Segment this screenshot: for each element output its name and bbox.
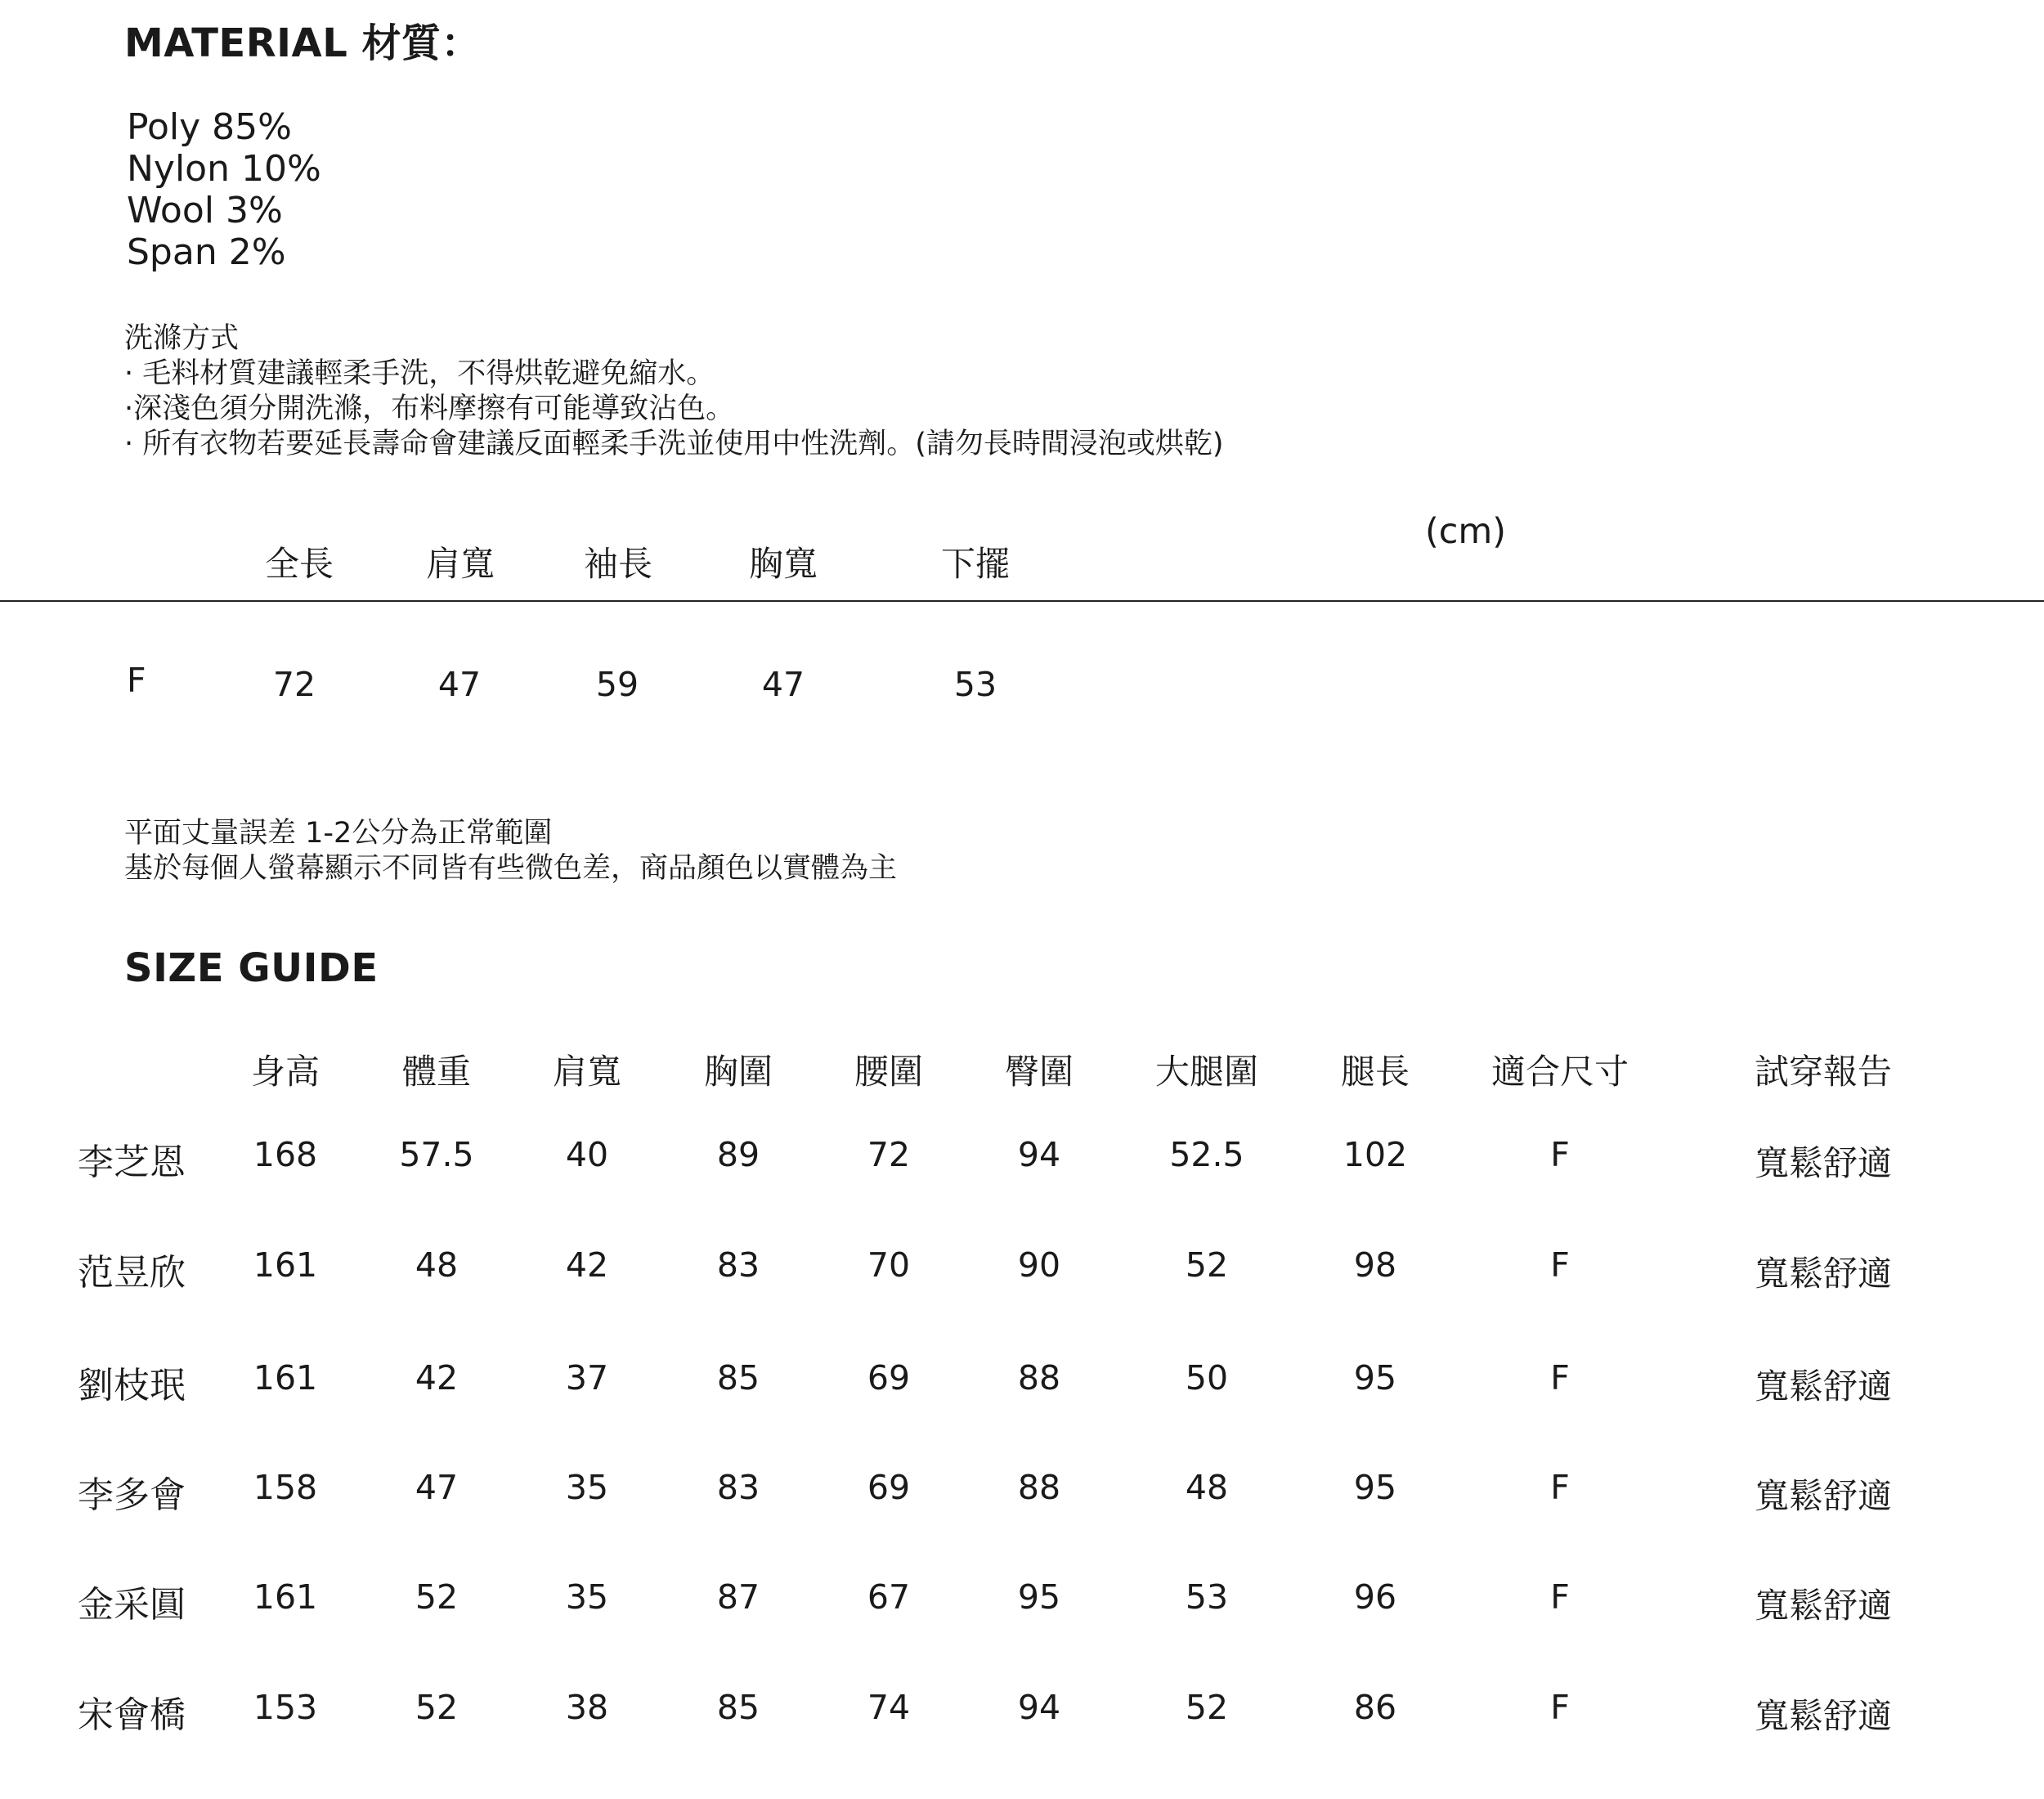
- guide-value: 88: [1017, 1358, 1061, 1397]
- table-divider: [0, 600, 2044, 602]
- guide-value: 70: [867, 1245, 911, 1285]
- guide-value: 38: [565, 1688, 609, 1727]
- material-item: Span 2%: [127, 231, 286, 273]
- measure-header: 胸寬: [748, 544, 818, 584]
- guide-value: 98: [1353, 1245, 1397, 1285]
- guide-value: 168: [253, 1135, 318, 1174]
- measure-header: 全長: [264, 544, 334, 584]
- measure-header: 下擺: [940, 544, 1010, 584]
- guide-value: 85: [716, 1688, 760, 1727]
- care-instructions: [124, 321, 1224, 462]
- size-label: F: [127, 661, 146, 700]
- guide-header: 身高: [250, 1052, 320, 1092]
- fit-report: 寬鬆舒適: [1754, 1586, 1892, 1626]
- guide-value: 42: [565, 1245, 609, 1285]
- guide-value: 52: [415, 1688, 459, 1727]
- care-title: 洗滌方式: [124, 322, 240, 355]
- measure-value: 59: [595, 665, 639, 704]
- guide-value: 88: [1017, 1468, 1061, 1507]
- care-line: · 所有衣物若要延長壽命會建議反面輕柔手洗並使用中性洗劑。(請勿長時間浸泡或烘乾): [124, 428, 1224, 460]
- material-item: Poly 85%: [127, 106, 292, 148]
- guide-value: 48: [415, 1245, 459, 1285]
- guide-value: 96: [1353, 1577, 1397, 1617]
- guide-value: F: [1550, 1245, 1570, 1285]
- model-name: 范昱欣: [78, 1252, 186, 1294]
- guide-value: 89: [716, 1135, 760, 1174]
- guide-value: 161: [253, 1245, 318, 1285]
- guide-value: 69: [867, 1468, 911, 1507]
- notes: [124, 816, 897, 886]
- guide-value: 95: [1353, 1358, 1397, 1397]
- guide-value: 74: [867, 1688, 911, 1727]
- guide-header: 適合尺寸: [1490, 1052, 1629, 1092]
- measure-value: 47: [437, 665, 482, 704]
- guide-header: 體重: [401, 1052, 471, 1092]
- fit-report: 寬鬆舒適: [1754, 1143, 1892, 1183]
- guide-value: 67: [867, 1577, 911, 1617]
- measure-value: 72: [272, 665, 316, 704]
- guide-value: 158: [253, 1468, 318, 1507]
- guide-value: 83: [716, 1468, 760, 1507]
- guide-value: 57.5: [399, 1135, 474, 1174]
- note-line: 基於每個人螢幕顯示不同皆有些微色差，商品顏色以實體為主: [124, 852, 898, 885]
- guide-value: F: [1550, 1358, 1570, 1397]
- guide-value: F: [1550, 1577, 1570, 1617]
- fit-report: 寬鬆舒適: [1754, 1366, 1892, 1406]
- guide-value: 42: [415, 1358, 459, 1397]
- guide-value: 35: [565, 1577, 609, 1617]
- guide-value: 102: [1342, 1135, 1408, 1174]
- fit-report: 寬鬆舒適: [1754, 1476, 1892, 1516]
- guide-value: 52: [1185, 1688, 1229, 1727]
- guide-value: 72: [867, 1135, 911, 1174]
- fit-report: 寬鬆舒適: [1754, 1696, 1892, 1736]
- guide-value: 37: [565, 1358, 609, 1397]
- guide-value: 95: [1017, 1577, 1061, 1617]
- guide-header: 胸圍: [703, 1052, 773, 1092]
- fit-report: 寬鬆舒適: [1754, 1254, 1892, 1294]
- guide-value: F: [1550, 1688, 1570, 1727]
- guide-value: 47: [415, 1468, 459, 1507]
- guide-header: 臀圍: [1004, 1052, 1074, 1092]
- guide-value: 161: [253, 1358, 318, 1397]
- measure-value: 47: [761, 665, 805, 704]
- guide-value: 83: [716, 1245, 760, 1285]
- guide-value: 95: [1353, 1468, 1397, 1507]
- guide-value: 161: [253, 1577, 318, 1617]
- guide-value: 85: [716, 1358, 760, 1397]
- model-name: 李芝恩: [78, 1142, 186, 1183]
- model-name: 金采圓: [78, 1584, 186, 1626]
- model-name: 宋會橋: [78, 1694, 186, 1736]
- guide-value: 53: [1185, 1577, 1229, 1617]
- guide-value: F: [1550, 1135, 1570, 1174]
- guide-value: 94: [1017, 1688, 1061, 1727]
- guide-value: 35: [565, 1468, 609, 1507]
- measure-value: 53: [953, 665, 997, 704]
- model-name: 劉枝珉: [78, 1365, 186, 1406]
- measure-header: 肩寬: [425, 544, 495, 584]
- guide-value: 52: [415, 1577, 459, 1617]
- material-item: Nylon 10%: [127, 148, 321, 190]
- guide-value: 40: [565, 1135, 609, 1174]
- guide-value: 87: [716, 1577, 760, 1617]
- size-guide-heading: SIZE GUIDE: [124, 945, 379, 991]
- guide-header: 腰圍: [854, 1052, 923, 1092]
- guide-value: F: [1550, 1468, 1570, 1507]
- unit-label: (cm): [1425, 511, 1507, 552]
- guide-header: 大腿圍: [1154, 1052, 1258, 1092]
- guide-value: 86: [1353, 1688, 1397, 1727]
- guide-value: 94: [1017, 1135, 1061, 1174]
- guide-value: 50: [1185, 1358, 1229, 1397]
- material-item: Wool 3%: [127, 190, 283, 231]
- guide-header: 腿長: [1340, 1052, 1410, 1092]
- guide-header: 試穿報告: [1754, 1052, 1892, 1092]
- care-line: ·深淺色須分開洗滌，布料摩擦有可能導致沾色。: [124, 393, 735, 425]
- material-list: [127, 106, 321, 273]
- guide-value: 52.5: [1169, 1135, 1244, 1174]
- guide-header: 肩寬: [552, 1052, 621, 1092]
- guide-value: 90: [1017, 1245, 1061, 1285]
- material-heading: MATERIAL 材質：: [124, 20, 481, 66]
- model-name: 李多會: [78, 1474, 186, 1516]
- guide-value: 48: [1185, 1468, 1229, 1507]
- guide-value: 69: [867, 1358, 911, 1397]
- care-line: · 毛料材質建議輕柔手洗，不得烘乾避免縮水。: [124, 357, 715, 390]
- guide-value: 153: [253, 1688, 318, 1727]
- note-line: 平面丈量誤差 1-2公分為正常範圍: [124, 817, 553, 850]
- guide-value: 52: [1185, 1245, 1229, 1285]
- measure-header: 袖長: [583, 544, 652, 584]
